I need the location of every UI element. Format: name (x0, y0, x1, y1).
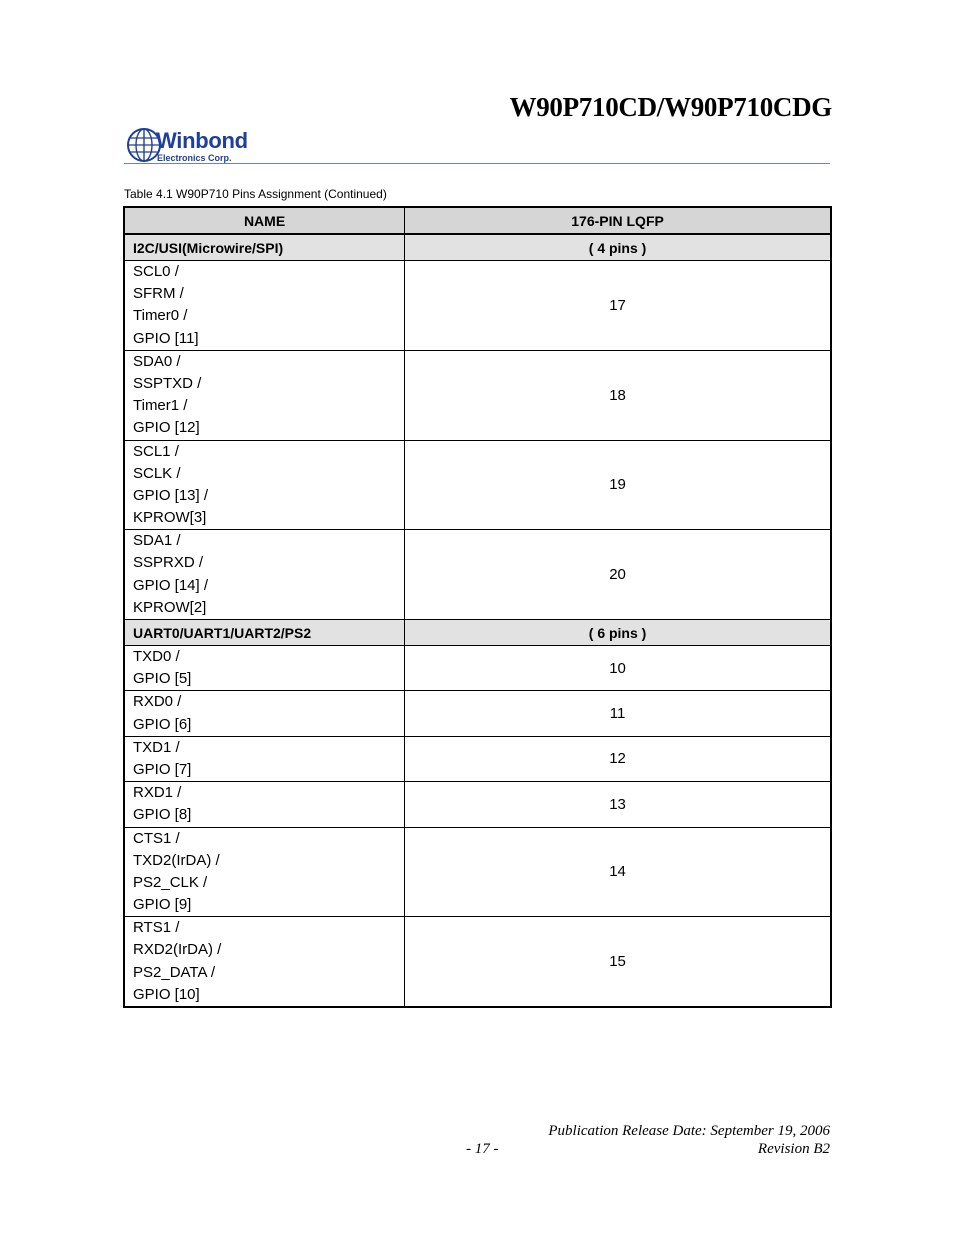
pin-name-line: GPIO [6] (133, 715, 192, 733)
pin-name-line: CTS1 / (133, 829, 180, 847)
table-caption: Table 4.1 W90P710 Pins Assignment (Continued) (124, 187, 387, 201)
table-row (124, 782, 831, 827)
pin-number-cell: 19 (405, 440, 831, 530)
table-row (124, 736, 831, 781)
pin-number-cell: 18 (405, 350, 831, 440)
header-divider (124, 163, 830, 164)
table-row (124, 530, 831, 620)
pin-number-cell: 12 (405, 736, 831, 781)
pin-number-cell: 15 (405, 917, 831, 1007)
pin-name-cell (124, 917, 405, 1007)
pin-name-cell (124, 736, 405, 781)
table-row (124, 646, 831, 691)
footer-release-date: Publication Release Date: September 19, 2006 (548, 1123, 830, 1139)
pin-name-line: GPIO [10] (133, 985, 200, 1003)
pin-number-cell: 20 (405, 530, 831, 620)
pin-name-line: RXD0 / (133, 693, 182, 711)
pin-name-cell (124, 646, 405, 691)
pin-name-line: SDA0 / (133, 352, 181, 370)
footer-revision: Revision B2 (757, 1141, 830, 1157)
column-header-pin: 176-PIN LQFP (405, 207, 831, 234)
pin-number-cell: 13 (405, 782, 831, 827)
pin-name-line: RXD2(IrDA) / (133, 941, 222, 959)
section-pin-count: ( 4 pins ) (405, 234, 831, 261)
pin-name-line: Timer0 / (133, 307, 188, 325)
pin-name-line: RXD1 / (133, 784, 182, 802)
pin-name-line: GPIO [8] (133, 806, 192, 824)
pin-name-line: KPROW[3] (133, 509, 207, 527)
pin-number-cell: 10 (405, 646, 831, 691)
table-row (124, 827, 831, 917)
pin-name-line: RTS1 / (133, 919, 180, 937)
table-row (124, 691, 831, 736)
pin-name-cell (124, 440, 405, 530)
table-row (124, 350, 831, 440)
pin-name-cell (124, 827, 405, 917)
section-name: I2C/USI(Microwire/SPI) (124, 234, 405, 261)
pin-name-line: GPIO [5] (133, 670, 192, 688)
pin-number-cell: 17 (405, 261, 831, 351)
pin-name-line: SCL1 / (133, 442, 179, 460)
pin-name-line: Timer1 / (133, 397, 188, 415)
pin-number-cell: 11 (405, 691, 831, 736)
pin-name-cell (124, 691, 405, 736)
pin-name-line: GPIO [13] / (133, 486, 209, 504)
table-row (124, 917, 831, 1007)
pin-name-line: GPIO [11] (133, 329, 199, 347)
footer-page-number: - 17 - (466, 1141, 499, 1157)
pin-name-cell (124, 782, 405, 827)
pin-name-line: GPIO [14] / (133, 576, 209, 594)
section-row (124, 620, 831, 646)
pin-number-cell: 14 (405, 827, 831, 917)
column-header-name: NAME (124, 207, 405, 234)
pin-name-line: TXD2(IrDA) / (133, 851, 220, 869)
pin-name-line: TXD1 / (133, 738, 180, 756)
logo-brand-text: Winbond (156, 128, 248, 153)
pin-name-cell (124, 530, 405, 620)
table-header-row (124, 207, 831, 234)
table-row (124, 440, 831, 530)
document-title: W90P710CD/W90P710CDG (509, 92, 832, 122)
pin-name-line: PS2_CLK / (133, 873, 208, 891)
pin-name-line: GPIO [9] (133, 896, 192, 914)
section-name: UART0/UART1/UART2/PS2 (124, 620, 405, 646)
pins-assignment-table (123, 206, 832, 1008)
table-row (124, 261, 831, 351)
winbond-logo (127, 126, 252, 166)
section-pin-count: ( 6 pins ) (405, 620, 831, 646)
logo-sub-text: Electronics Corp. (157, 153, 232, 163)
pin-name-line: SCLK / (133, 464, 181, 482)
pin-name-line: GPIO [12] (133, 419, 200, 437)
pin-name-line: SSPTXD / (133, 374, 202, 392)
pin-name-line: KPROW[2] (133, 598, 207, 616)
pin-name-line: SSPRXD / (133, 554, 204, 572)
pin-name-line: GPIO [7] (133, 760, 192, 778)
pin-name-line: TXD0 / (133, 648, 180, 665)
pin-name-line: PS2_DATA / (133, 963, 215, 981)
pin-name-cell (124, 350, 405, 440)
section-row (124, 234, 831, 261)
pin-name-line: SCL0 / (133, 263, 179, 280)
pin-name-cell (124, 261, 405, 351)
pin-name-line: SDA1 / (133, 532, 181, 550)
pin-name-line: SFRM / (133, 285, 184, 303)
table-body (124, 234, 831, 1007)
